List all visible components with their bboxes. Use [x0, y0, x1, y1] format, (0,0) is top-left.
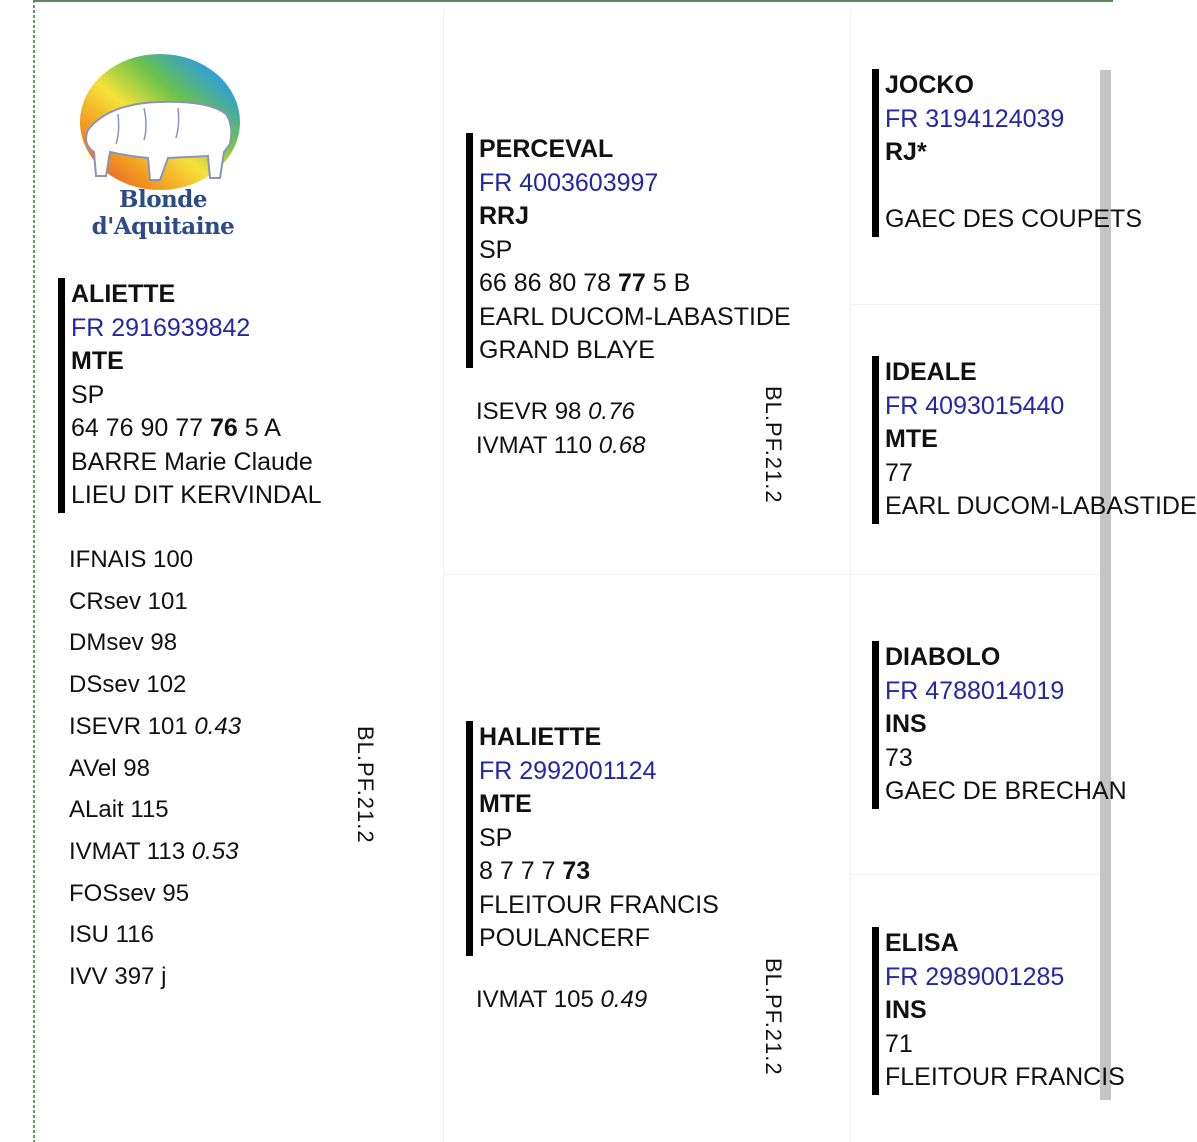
index-row: FOSsev 95 [69, 879, 190, 907]
column-divider [443, 10, 444, 1142]
animal-id[interactable]: FR 4788014019 [885, 676, 1065, 705]
animal-id[interactable]: FR 2989001285 [885, 962, 1065, 991]
index-row: AVel 98 [69, 754, 150, 782]
animal-place: GRAND BLAYE [479, 336, 655, 364]
index-row: ISEVR 101 0.43 [69, 712, 242, 740]
animal-scores: 64 76 90 77 76 5 A [71, 414, 281, 442]
logo-caption: Blonde d'Aquitaine [91, 186, 235, 240]
animal-extra: 71 [885, 1029, 913, 1058]
animal-status: SP [479, 235, 513, 264]
animal-owner: GAEC DE BRECHAN [885, 777, 1127, 805]
animal-owner: FLEITOUR FRANCIS [885, 1063, 1125, 1091]
rainbow-globe-icon [48, 52, 278, 192]
animal-place: LIEU DIT KERVINDAL [71, 481, 322, 509]
index-row: IVMAT 113 0.53 [69, 837, 239, 865]
index-row: IVV 397 j [69, 963, 167, 991]
animal-owner: EARL DUCOM-LABASTIDE [479, 302, 791, 331]
animal-extra: 73 [885, 743, 913, 772]
dam-animal-card [466, 721, 719, 956]
index-row: DMsev 98 [69, 629, 178, 657]
page-border-top [33, 0, 1113, 4]
index-row: ALait 115 [69, 796, 169, 824]
granddam-paternal-card [872, 356, 1197, 524]
column-divider [850, 10, 851, 1142]
animal-scores: 8 7 7 7 73 [479, 857, 591, 885]
row-divider [851, 874, 1101, 875]
granddam-maternal-card [872, 927, 1125, 1095]
animal-category: INS [885, 710, 927, 738]
grandsire-paternal-card [872, 69, 1142, 237]
subject-index-list [69, 539, 241, 998]
animal-status: SP [479, 823, 513, 852]
animal-name: ELISA [885, 929, 959, 957]
animal-owner: GAEC DES COUPETS [885, 205, 1142, 233]
animal-category: INS [885, 996, 927, 1024]
grandparent-slot [872, 640, 1127, 812]
animal-name: JOCKO [885, 71, 974, 99]
page-border-left [33, 0, 35, 1142]
animal-id[interactable]: FR 2992001124 [479, 756, 657, 785]
animal-name: HALIETTE [479, 723, 602, 751]
grandparent-slot [872, 68, 1142, 243]
animal-category: MTE [479, 790, 532, 818]
evaluation-code: BL.PF.21.2 [761, 386, 786, 504]
subject-animal-card [58, 278, 322, 513]
animal-name: ALIETTE [71, 280, 176, 308]
animal-scores: 66 86 80 78 77 5 B [479, 269, 691, 297]
animal-id[interactable]: FR 2916939842 [71, 313, 251, 342]
animal-name: PERCEVAL [479, 135, 614, 163]
index-row: DSsev 102 [69, 671, 187, 699]
animal-owner: BARRE Marie Claude [71, 447, 313, 476]
animal-extra [885, 170, 1142, 204]
animal-name: DIABOLO [885, 643, 1001, 671]
animal-owner: FLEITOUR FRANCIS [479, 890, 719, 919]
animal-extra: 77 [885, 458, 913, 487]
grandparent-slot [872, 926, 1125, 1098]
grandparent-slot [872, 355, 1197, 527]
animal-name: IDEALE [885, 358, 977, 386]
animal-id[interactable]: FR 4003603997 [479, 168, 659, 197]
row-divider [851, 304, 1101, 305]
grandsire-maternal-card [872, 641, 1127, 809]
animal-category: MTE [71, 347, 124, 375]
dam-index-list [476, 983, 647, 1017]
index-row: IFNAIS 100 [69, 546, 194, 573]
breed-logo [48, 52, 278, 240]
animal-status: SP [71, 380, 105, 409]
sire-index-list [476, 395, 645, 463]
animal-id[interactable]: FR 4093015440 [885, 391, 1065, 420]
index-row: IVMAT 110 0.68 [476, 432, 646, 459]
index-row: IVMAT 105 0.49 [476, 986, 648, 1013]
animal-category: RJ* [885, 138, 927, 166]
evaluation-code: BL.PF.21.2 [761, 958, 786, 1076]
evaluation-code: BL.PF.21.2 [353, 726, 378, 844]
index-row: ISEVR 98 0.76 [476, 398, 635, 425]
index-row: CRsev 101 [69, 587, 188, 615]
animal-owner: EARL DUCOM-LABASTIDE [885, 492, 1197, 520]
animal-category: RRJ [479, 202, 530, 230]
row-divider [444, 574, 850, 575]
animal-place: POULANCERF [479, 924, 650, 952]
animal-id[interactable]: FR 3194124039 [885, 104, 1065, 133]
animal-category: MTE [885, 425, 938, 453]
row-divider [851, 574, 1101, 575]
index-row: ISU 116 [69, 921, 154, 949]
sire-animal-card [466, 133, 791, 368]
